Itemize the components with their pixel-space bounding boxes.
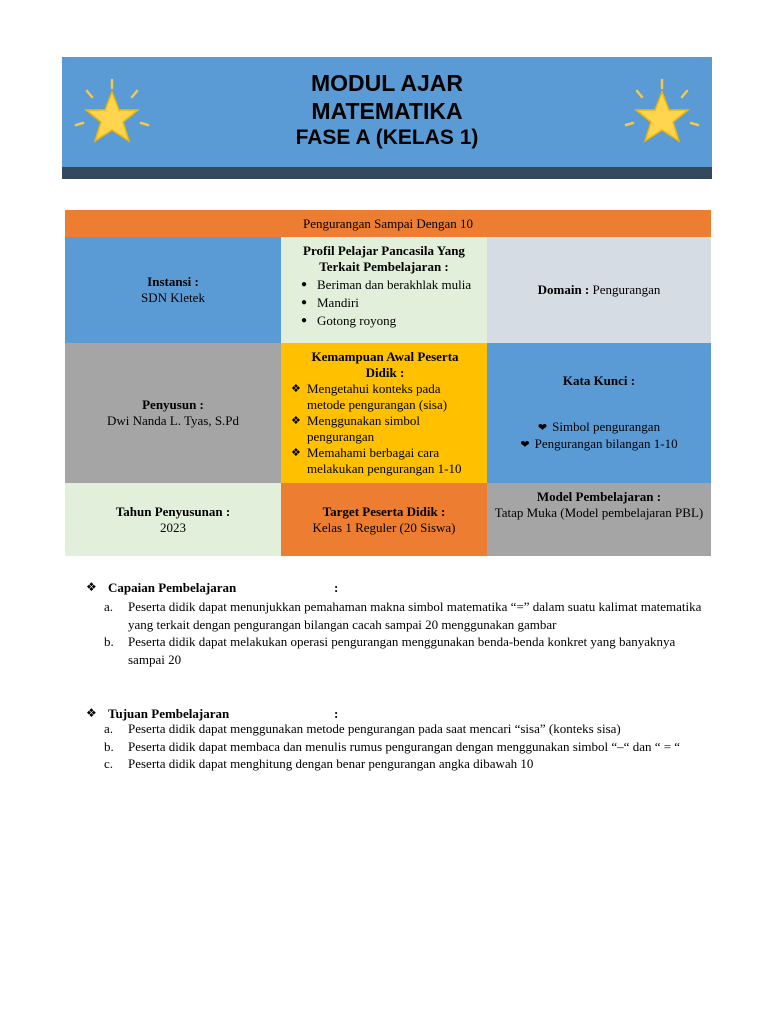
kemampuan-list: [291, 381, 479, 477]
list-item: ● Gotong royong: [317, 313, 481, 329]
instansi-value: SDN Kletek: [141, 290, 205, 305]
header-divider-bar: [62, 167, 712, 179]
capaian-list: [104, 598, 704, 668]
list-item: ❖ Memahami berbagai cara melakukan pengurangan 1-10: [291, 445, 462, 476]
module-title: MODUL AJAR: [310, 70, 464, 96]
list-item: b. Peserta didik dapat membaca dan menulis rumus pengurangan dengan menggunakan simbol “–“ dan “ = “: [104, 738, 681, 754]
profil-list: [287, 277, 481, 329]
list-item: a. Peserta didik dapat menunjukkan pemahaman makna simbol matematika “=” dalam suatu kalimat matematika yang terkait dengan pengurangan bilangan cacah sampai 20 menggunakan gambar: [104, 599, 702, 632]
model-cell: [487, 483, 711, 556]
list-item: ❤ Simbol pengurangan: [537, 419, 661, 434]
list-item: ❖ Menggunakan simbol pengurangan: [291, 413, 421, 444]
tahun-cell: [65, 483, 281, 556]
tujuan-list: [104, 720, 704, 773]
profil-label: Profil Pelajar Pancasila Yang Terkait Pembelajaran :: [303, 243, 465, 274]
diamond-bullet-icon: ❖: [291, 382, 301, 395]
kata-kunci-label: Kata Kunci :: [562, 373, 636, 388]
list-item: ● Beriman dan berakhlak mulia: [317, 277, 481, 293]
phase-title: FASE A (KELAS 1): [295, 126, 479, 149]
star-icon: [622, 77, 702, 157]
diamond-bullet-icon: ❖: [86, 706, 97, 720]
heart-bullet-icon: ❤: [537, 421, 548, 434]
domain-cell: [487, 237, 711, 343]
heart-bullet-icon: ❤: [520, 438, 530, 451]
profil-cell: [281, 237, 487, 343]
diamond-bullet-icon: ❖: [291, 414, 301, 427]
list-item: a. Peserta didik dapat menggunakan metode pengurangan pada saat mencari “sisa” (konteks sisa): [104, 721, 621, 736]
topic-row: [65, 210, 711, 237]
model-value: Tatap Muka (Model pembelajaran PBL): [494, 505, 704, 520]
diamond-bullet-icon: ❖: [291, 446, 301, 459]
subject-title: MATEMATIKA: [311, 98, 463, 124]
domain-label: Domain :: [537, 282, 590, 297]
model-label: Model Pembelajaran :: [536, 489, 662, 504]
topic-text: Pengurangan Sampai Dengan 10: [302, 215, 474, 231]
list-item: b. Peserta didik dapat melakukan operasi pengurangan menggunakan benda-benda konkret yang banyaknya sampai 20: [104, 634, 676, 667]
kata-kunci-cell: [487, 343, 711, 483]
list-item: ❤ Pengurangan bilangan 1-10: [520, 436, 678, 451]
penyusun-value: Dwi Nanda L. Tyas, S.Pd: [106, 413, 240, 428]
target-cell: [281, 483, 487, 556]
instansi-label: Instansi :: [147, 274, 199, 289]
list-item: ❖ Mengetahui konteks pada metode pengurangan (sisa): [291, 381, 448, 412]
list-item: c. Peserta didik dapat menghitung dengan benar pengurangan angka dibawah 10: [104, 756, 534, 771]
instansi-cell: [65, 237, 281, 343]
target-value: Kelas 1 Reguler (20 Siswa): [312, 519, 456, 535]
diamond-bullet-icon: ❖: [86, 580, 97, 594]
target-label: Target Peserta Didik :: [322, 503, 446, 519]
kemampuan-label: Kemampuan Awal Peserta Didik :: [311, 349, 459, 380]
tahun-value: 2023: [160, 519, 186, 535]
domain-value: Pengurangan: [592, 282, 661, 297]
penyusun-cell: [65, 343, 281, 483]
list-item: ● Mandiri: [317, 295, 481, 311]
tahun-label: Tahun Penyusunan :: [115, 503, 231, 519]
header-banner: [62, 57, 712, 167]
penyusun-label: Penyusun :: [142, 397, 204, 412]
kemampuan-cell: [281, 343, 487, 483]
